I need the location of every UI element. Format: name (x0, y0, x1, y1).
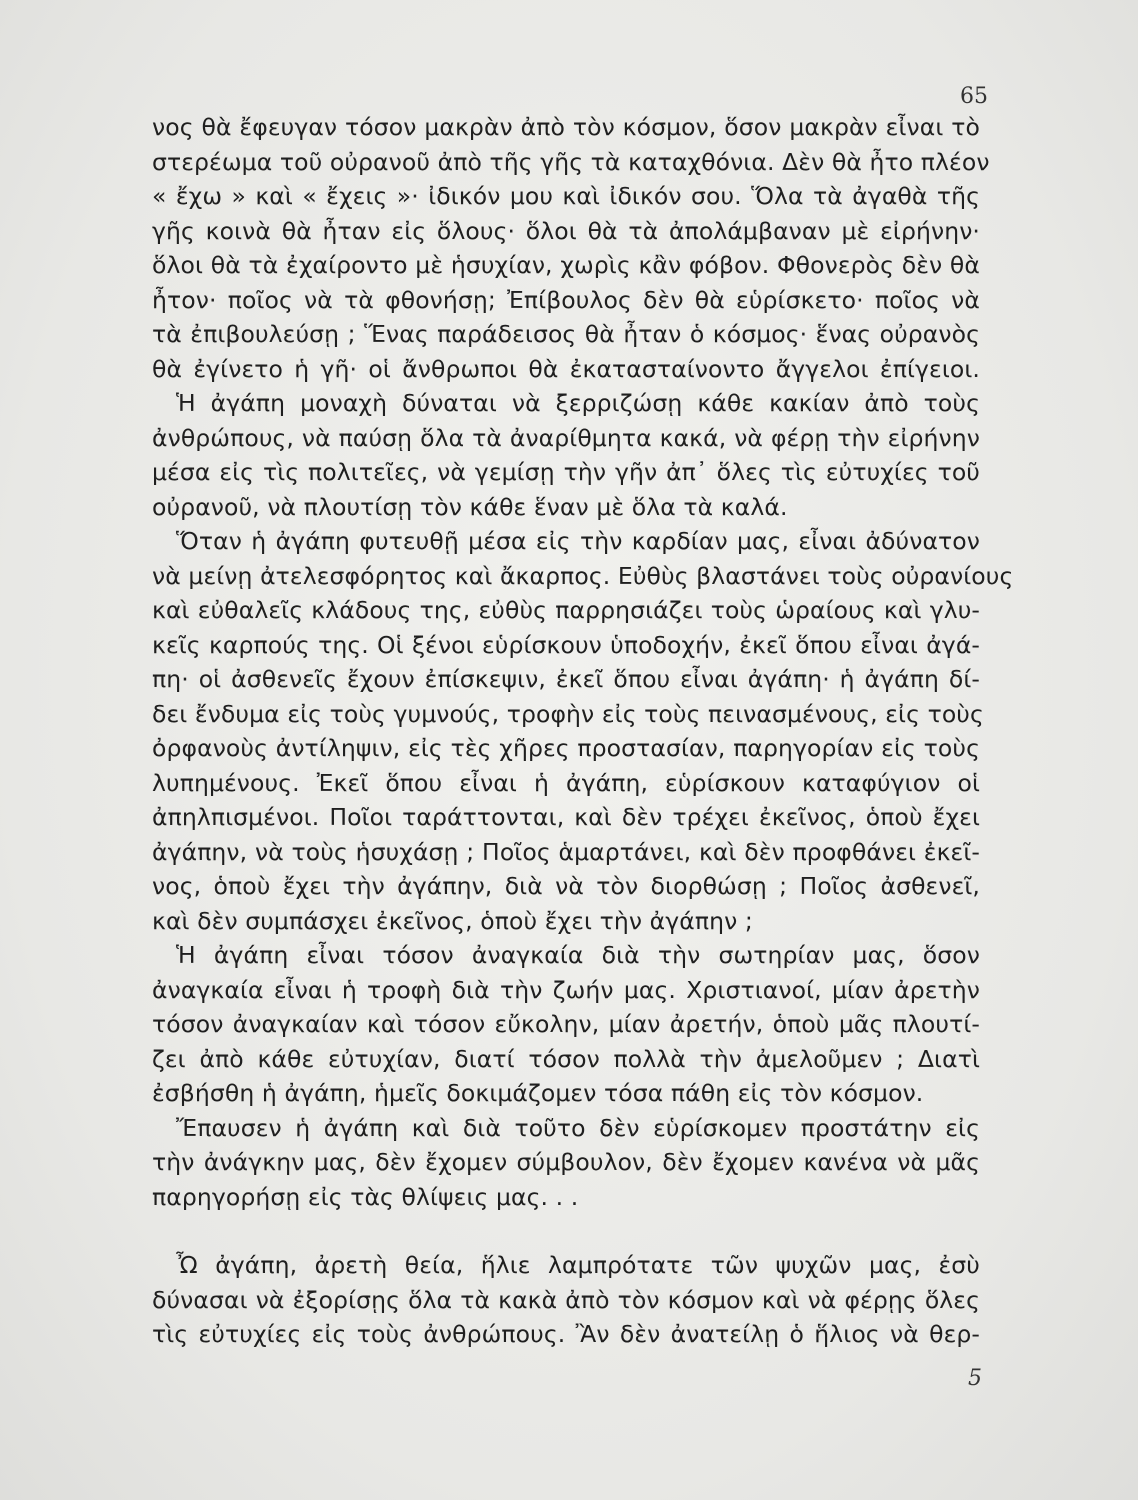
body-text (152, 110, 1014, 1352)
paragraph (152, 386, 980, 524)
text-line: καὶ εὐθαλεῖς κλάδους της, εὐθὺς παρρησιάζει τοὺς ὡραίους καὶ γλυ- (152, 596, 980, 624)
text-line: ἐσβήσθη ἡ ἀγάπη, ἡμεῖς δοκιμάζομεν τόσα πάθη εἰς τὸν κόσμον. (152, 1079, 924, 1107)
text-line: ζει ἀπὸ κάθε εὐτυχίαν, διατί τόσον πολλὰ τὴν ἀμελοῦμεν ; Διατὶ (152, 1044, 980, 1073)
text-line: στερέωμα τοῦ οὐρανοῦ ἀπὸ τῆς γῆς τὰ καταχθόνια. Δὲν θὰ ἦτο πλέον (152, 147, 990, 176)
paragraph (152, 1248, 980, 1352)
text-line: πη· οἱ ἀσθενεῖς ἔχουν ἐπίσκεψιν, ἐκεῖ ὅπου εἶναι ἀγάπη· ἡ ἀγάπη δί- (152, 665, 980, 693)
text-line: κεῖς καρπούς της. Οἱ ξένοι εὑρίσκουν ὑποδοχήν, ἐκεῖ ὅπου εἶναι ἀγά- (152, 630, 980, 659)
text-line: οὐρανοῦ, νὰ πλουτίσῃ τὸν κάθε ἕναν μὲ ὅλα τὰ καλά. (152, 492, 788, 521)
text-line: ἀναγκαία εἶναι ἡ τροφὴ διὰ τὴν ζωήν μας. Χριστιανοί, μίαν ἀρετὴν (152, 975, 980, 1004)
text-line: μέσα εἰς τὶς πολιτεῖες, νὰ γεμίσῃ τὴν γῆν ἀπ᾽ ὅλες τὶς εὐτυχίες τοῦ (152, 458, 980, 486)
text-line: γῆς κοινὰ θὰ ἦταν εἰς ὅλους· ὅλοι θὰ τὰ ἀπολάμβαναν μὲ εἰρήνην· (152, 216, 980, 245)
text-line: Ὅταν ἡ ἀγάπη φυτευθῇ μέσα εἰς τὴν καρδίαν μας, εἶναι ἀδύνατον (176, 527, 980, 555)
text-line: « ἔχω » καὶ « ἔχεις »· ἰδικόν μου καὶ ἰδικόν σου. Ὅλα τὰ ἀγαθὰ τῆς (152, 182, 980, 210)
text-line: δύνασαι νὰ ἐξορίσῃς ὅλα τὰ κακὰ ἀπὸ τὸν κόσμον καὶ νὰ φέρῃς ὅλες (152, 1285, 980, 1314)
text-line: καὶ δὲν συμπάσχει ἐκεῖνος, ὁποὺ ἔχει τὴν ἀγάπην ; (152, 906, 753, 935)
text-line: τὶς εὐτυχίες εἰς τοὺς ἀνθρώπους. Ἂν δὲν ἀνατείλῃ ὁ ἥλιος νὰ θερ- (152, 1320, 980, 1348)
paragraph (152, 110, 990, 386)
text-line: λυπημένους. Ἐκεῖ ὅπου εἶναι ἡ ἀγάπη, εὑρίσκουν καταφύγιον οἱ (152, 768, 980, 797)
paragraph (152, 524, 1014, 938)
text-line: νος, ὁποὺ ἔχει τὴν ἀγάπην, διὰ νὰ τὸν διορθώσῃ ; Ποῖος ἀσθενεῖ, (152, 872, 980, 900)
text-line: ἦτον· ποῖος νὰ τὰ φθονήσῃ; Ἐπίβουλος δὲν θὰ εὑρίσκετο· ποῖος νὰ (152, 285, 980, 314)
text-line: Ὦ ἀγάπη, ἀρετὴ θεία, ἥλιε λαμπρότατε τῶν ψυχῶν μας, ἐσὺ (176, 1251, 980, 1279)
paragraph (152, 1111, 980, 1215)
text-line: Ἡ ἀγάπη εἶναι τόσον ἀναγκαία διὰ τὴν σωτηρίαν μας, ὅσον (176, 941, 980, 969)
text-line: τὴν ἀνάγκην μας, δὲν ἔχομεν σύμβουλον, δὲν ἔχομεν κανένα νὰ μᾶς (152, 1148, 980, 1176)
text-line: παρηγορήσῃ εἰς τὰς θλίψεις μας. . . (152, 1182, 579, 1211)
text-line: ὅλοι θὰ τὰ ἐχαίροντο μὲ ἡσυχίαν, χωρὶς κἂν φόβον. Φθονερὸς δὲν θὰ (152, 251, 980, 279)
text-line: νὰ μείνῃ ἀτελεσφόρητος καὶ ἄκαρπος. Εὐθὺς βλαστάνει τοὺς οὐρανίους (152, 561, 1014, 590)
text-line: νος θὰ ἔφευγαν τόσον μακρὰν ἀπὸ τὸν κόσμον, ὅσον μακρὰν εἶναι τὸ (152, 113, 980, 141)
text-line: Ἡ ἀγάπη μοναχὴ δύναται νὰ ξερριζώσῃ κάθε κακίαν ἀπὸ τοὺς (176, 389, 980, 417)
section-gap (152, 1214, 980, 1248)
signature-mark: 5 (968, 1366, 982, 1391)
text-line: ἀνθρώπους, νὰ παύσῃ ὅλα τὰ ἀναρίθμητα κακά, νὰ φέρῃ τὴν εἰρήνην (152, 423, 980, 452)
text-line: ἀγάπην, νὰ τοὺς ἡσυχάσῃ ; Ποῖος ἁμαρτάνει, καὶ δὲν προφθάνει ἐκεῖ- (152, 837, 980, 866)
text-line: δει ἔνδυμα εἰς τοὺς γυμνούς, τροφὴν εἰς τοὺς πεινασμένους, εἰς τοὺς (152, 699, 984, 728)
page-number: 65 (960, 84, 988, 109)
paragraph (152, 938, 980, 1111)
text-line: ἀπηλπισμένοι. Ποῖοι ταράττονται, καὶ δὲν τρέχει ἐκεῖνος, ὁποὺ ἔχει (152, 803, 980, 831)
text-line: τόσον ἀναγκαίαν καὶ τόσον εὔκολην, μίαν ἀρετήν, ὁποὺ μᾶς πλουτί- (152, 1010, 980, 1038)
text-line: Ἔπαυσεν ἡ ἀγάπη καὶ διὰ τοῦτο δὲν εὑρίσκομεν προστάτην εἰς (176, 1113, 980, 1142)
text-line: ὀρφανοὺς ἀντίληψιν, εἰς τὲς χῆρες προστασίαν, παρηγορίαν εἰς τοὺς (152, 734, 980, 762)
text-line: τὰ ἐπιβουλεύσῃ ; Ἕνας παράδεισος θὰ ἦταν ὁ κόσμος· ἕνας οὐρανὸς (152, 320, 980, 348)
text-line: θὰ ἐγίνετο ἡ γῆ· οἱ ἄνθρωποι θὰ ἐκατασταίνοντο ἄγγελοι ἐπίγειοι. (152, 354, 980, 383)
